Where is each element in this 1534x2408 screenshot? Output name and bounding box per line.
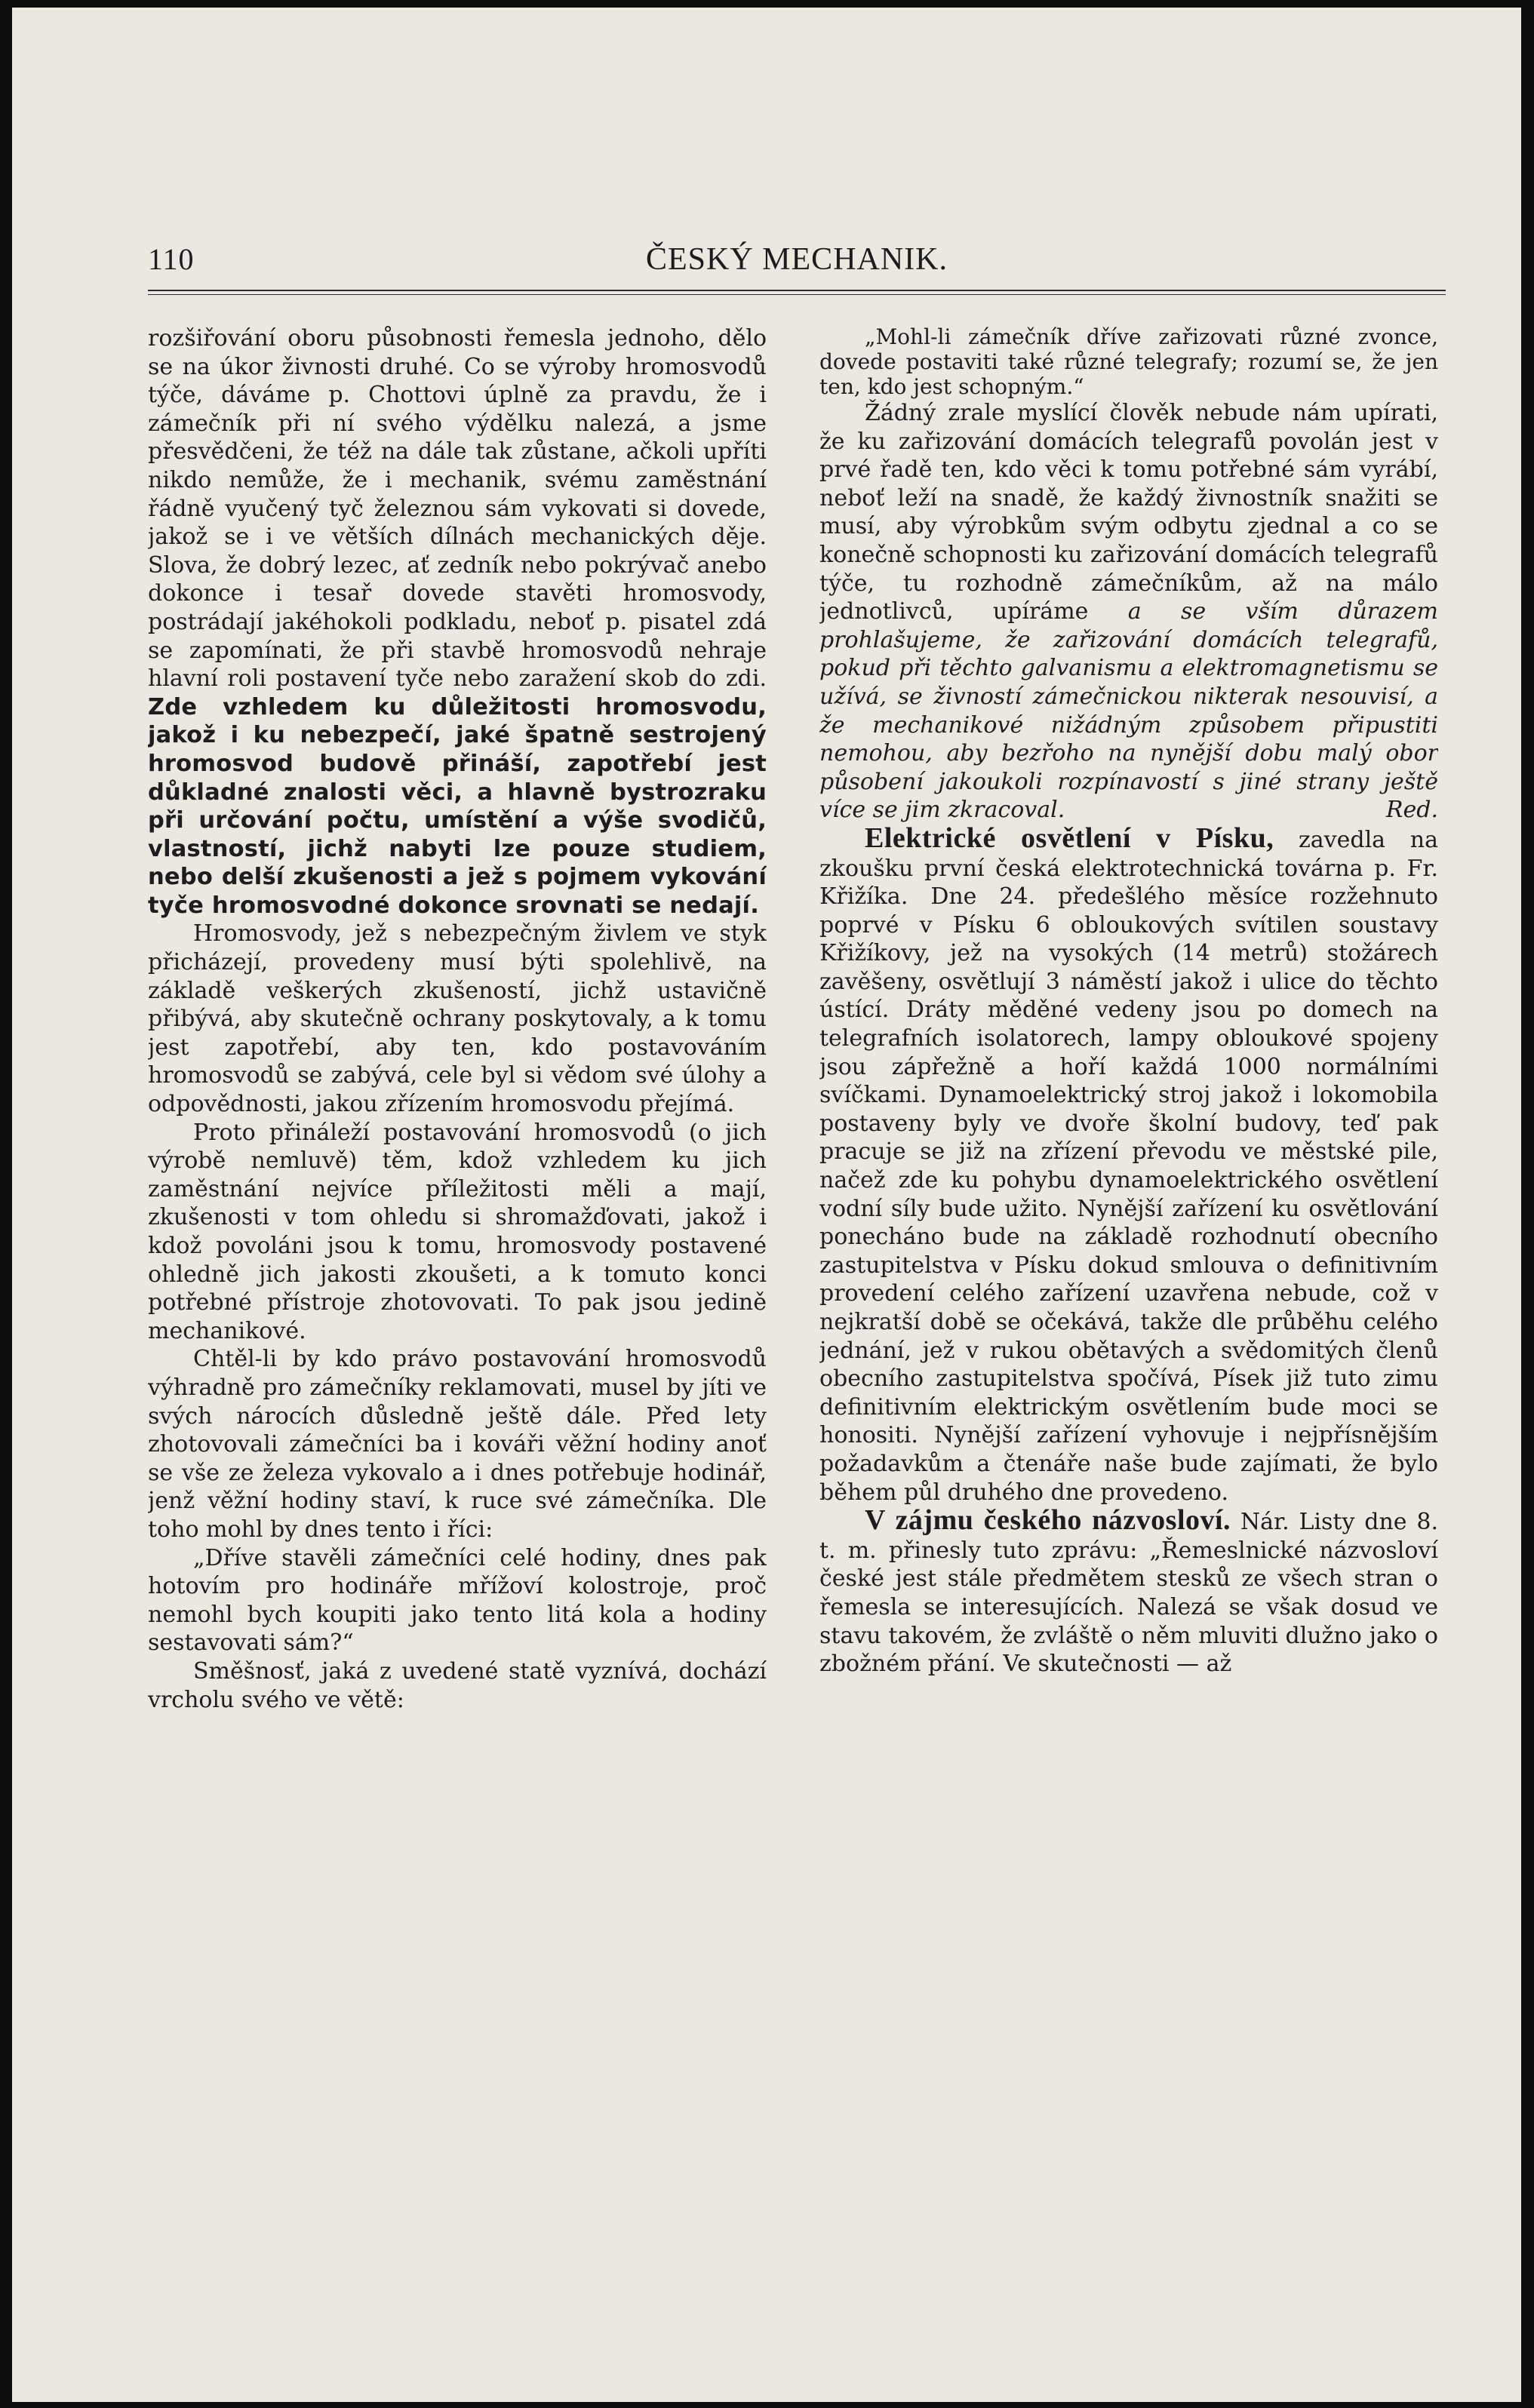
quote-telegraphs: „Mohl-li zámečník dříve zařizovati různé zvonce, dovede postaviti také různé telegrafy; rozumí se, že jen ten, kdo jest schopným.“: [819, 324, 1438, 399]
running-title: ČESKÝ MECHANIK.: [645, 242, 948, 277]
article-text: zavedla na zkoušku první česká elektrotechnická továrna p. Fr. Křižíka. Dne 24. předešlého měsíce rozžehnuto poprvé v Písku 6 obloukových svítilen soustavy Křižíkovy, jež na vysokých (14 metrů) stožárech zavěšeny, osvětlují 3 náměstí jakož i ulice do těchto ústící. Dráty měděné vedeny jsou po domech na telegrafních isolatorech, lampy obloukové spojeny jsou zápřežně a hoří každá 1000 normálními svíčkami. Dynamoelektrický stroj jakož i lokomobila postaveny byly ve dvoře školní budovy, teď pak pracuje se již na zřízení převodu ve městské pile, načež zde ku pohybu dynamoelektrického osvětlení vodní síly bude užito. Nynější zařízení ku osvětlování ponecháno bude na základě rozhodnutí obecního zastupitelstva v Písku dokud smlouva o definitivním provedení celého zařízení uzavřena nebude, což v nejkratší době se očekává, takže dle průběhu celého jednání, jež v rukou obětavých a svědomitých členů obecního zastupitelstva spočívá, Písek již tuto zimu definitivním elektrickým osvětlením bude moci se honositi. Nynější zařízení vyhovuje i nejpřísnějším požadavkům a čtenáře naše bude zajímati, že bylo během půl druhého dne provedeno.: [819, 826, 1438, 1506]
paragraph-quote-clocks: „Dříve stavěli zámečníci celé hodiny, dnes pak hotovím pro hodináře mřížoví kolostroje, proč nemohl bych koupiti jako tento litá kola a hodiny sestavovati sám?“: [148, 1544, 767, 1657]
paragraph-telegraphs: [819, 399, 1438, 825]
paragraph-locksmiths: Chtěl-li by kdo právo postavování hromosvodů výhradně pro zámečníky reklamovati, musel by jíti ve svých nárocích důsledně ještě dále. Před lety zhotovovali zámečníci ba i kováři věžní hodiny anoť se vše ze železa vykovalo a i dnes potřebuje hodinář, jenž věžní hodiny staví, k ruce své zámečníka. Dle toho mohl by dnes tento i říci:: [148, 1346, 767, 1543]
emphasized-text: Zde vzhledem ku důležitosti hromosvodu, jakož i ku nebezpečí, jaké špatně sestrojený hromosvod budově přináší, zapotřebí jest důkladné znalosti věci, a hlavně bystrozraku při určování počtu, umístění a výše svodičů, vlastností, jichž nabyti lze pouze studiem, nebo delší zkušenosti a jež s pojmem vykování tyče hromosvodné dokonce srovnati se nedají.: [148, 693, 767, 919]
right-column: [819, 324, 1438, 2286]
heading-terminology: V zájmu českého názvosloví.: [865, 1504, 1231, 1537]
page-header: [148, 241, 1446, 284]
editor-signature: Red.: [1385, 797, 1438, 824]
left-column: [148, 324, 767, 2286]
paragraph-lightning-rods: Hromosvody, jež s nebezpečným živlem ve styk přicházejí, provedeny musí býti spolehlivě, na základě veškerých zkušeností, jichž ustavičně přibývá, aby skutečně ochrany poskytovaly, a k tomu jest zapotřebí, aby ten, kdo postavováním hromosvodů se zabývá, cele byl si vědom své úlohy a odpovědnosti, jakou zřízením hromosvodu přejímá.: [148, 920, 767, 1118]
article-electric-lighting: [819, 822, 1438, 1507]
paragraph-mechanics: Proto přináleží postavování hromosvodů (o jich výrobě nemluvě) těm, kdož vzhledem ku jich zaměstnání nejvíce příležitosti měli a mají, zkušenosti v tom ohledu si shromažďovati, jakož i kdož povoláni jsou k tomu, hromosvody postavené ohledně jich jakosti zkoušeti, a k tomuto konci potřebné přístroje zhotovovati. To pak jsou jedině mechanikové.: [148, 1119, 767, 1344]
page-number: 110: [148, 242, 195, 276]
article-continuation-paragraph: [148, 324, 767, 920]
article-terminology: [819, 1504, 1438, 1679]
header-rule: [148, 290, 1446, 295]
paragraph-text: rozšiřování oboru působnosti řemesla jednoho, dělo se na úkor živnosti druhé. Co se výroby hromosvodů týče, dáváme p. Chottovi úplně za pravdu, že i zámečník při ní svého výdělku nalezá, a jsme přesvědčeni, že též na dále tak zůstane, ačkoli upříti nikdo nemůže, že i mechanik, svému zaměstnání řádně vyučený tyč železnou sám vykovati si dovede, jakož se i ve větších dílnách mechanických děje. Slova, že dobrý lezec, ať zedník nebo pokrývač anebo dokonce i tesař dovede stavěti hromosvody, postrádají jakéhokoli podkladu, neboť p. pisatel zdá se zapomínati, že při stavbě hromosvodů nehraje hlavní roli postavení tyče nebo zaražení skob do zdi.: [148, 325, 767, 693]
italic-statement: a se vším důrazem prohlašujeme, že zařizování domácích telegrafů, pokud při těchto galvanismu a elektromagnetismu se užívá, se živností zámečnickou nikterak nesouvisí, a že mechanikové nižádným způsobem připustiti nemohou, aby bezřoho na nynější dobu malý obor působení jakoukoli rozpínavostí s jiné strany ještě více se jim zkracoval.: [819, 598, 1438, 824]
newspaper-page: [12, 8, 1521, 2402]
heading-electric-lighting: Elektrické osvětlení v Písku,: [865, 822, 1274, 854]
paragraph-text: Žádný zrale myslící člověk nebude nám upírati, že ku zařizování domácích telegrafů povolán jest v prvé řadě ten, kdo věci k tomu potřebné sám vyrábí, neboť leží na snadě, že každý živnostník snažiti se musí, aby výrobkům svým odbytu zjednal a co se konečně schopnosti ku zařizování domácích telegrafů týče, tu rozhodně zámečníkům, až na málo jednotlivců, upíráme: [819, 400, 1438, 625]
paragraph-ridicule: Směšnosť, jaká z uvedené statě vyznívá, dochází vrcholu svého ve větě:: [148, 1657, 767, 1713]
article-text: Nár. Listy dne 8. t. m. přinesly tuto zprávu: „Řemeslnické názvosloví české jest stále předmětem stesků ze všech stran o řemesla se interesujících. Nalezá se však dosud ve stavu takovém, že zvláště o něm mluviti dlužno jako o zbožném přání. Ve skutečnosti — až: [819, 1509, 1438, 1678]
